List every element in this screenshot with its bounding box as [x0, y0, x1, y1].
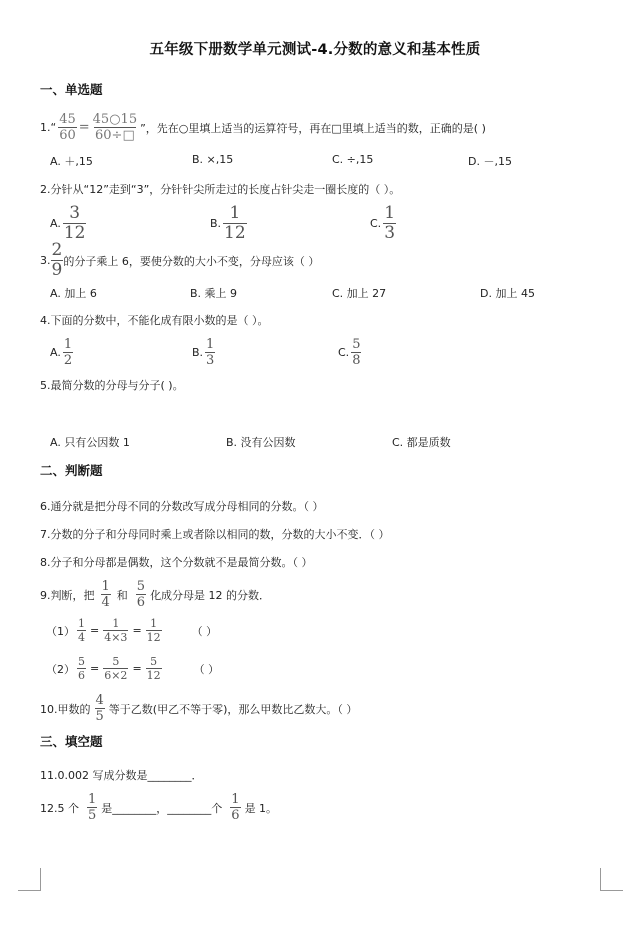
numerator: 5: [352, 337, 361, 352]
fraction: [146, 656, 162, 681]
numerator: 1: [112, 617, 120, 630]
question-3-number: 3.: [40, 254, 51, 267]
numerator: 3: [69, 203, 81, 223]
numerator: 4: [95, 693, 104, 708]
option-b[interactable]: B. ×,15: [192, 153, 234, 166]
fraction: [77, 656, 86, 681]
fraction: [103, 618, 128, 643]
fraction: [101, 580, 111, 609]
numerator: 5: [150, 655, 158, 668]
fraction: [146, 618, 162, 643]
numerator: 45○15: [92, 112, 138, 127]
question-9-part-2: [46, 656, 219, 681]
fraction: [223, 205, 247, 242]
numerator: 1: [63, 337, 73, 352]
equals-sign: =: [132, 662, 142, 675]
fraction: [205, 338, 215, 367]
option-label: B.: [192, 346, 204, 359]
numerator: 1: [78, 617, 85, 630]
denominator: 6×2: [104, 669, 128, 682]
question-9-part-1: [46, 618, 217, 643]
question-1-text: ”，先在○里填上适当的运算符号，再在□里填上适当的数，正确的是( ): [140, 121, 486, 135]
fraction: [103, 656, 128, 681]
question-12-middle: 是________，________个: [101, 801, 223, 815]
option-a[interactable]: A. 加上 6: [50, 287, 97, 300]
option-label: A.: [50, 217, 61, 230]
denominator: 6: [78, 669, 85, 682]
option-a[interactable]: A. ＋,15: [50, 155, 93, 168]
section-heading-true-false: 二、判断题: [40, 463, 103, 478]
option-d[interactable]: D. 加上 45: [480, 287, 535, 300]
option-a[interactable]: [50, 338, 75, 367]
question-9-and: 和: [116, 588, 128, 602]
denominator: 4: [78, 631, 85, 644]
denominator: 5: [95, 709, 104, 724]
option-c[interactable]: C. 都是质数: [392, 436, 451, 449]
denominator: 12: [146, 669, 161, 682]
question-8: 8.分子和分母都是偶数，这个分数就不是最简分数。（ ）: [40, 556, 313, 569]
numerator: 1: [229, 203, 241, 223]
question-5: 5.最简分数的分母与分子( )。: [40, 379, 184, 392]
option-c[interactable]: [370, 205, 398, 242]
fraction: [95, 694, 105, 723]
fraction: [136, 580, 146, 609]
fraction: [63, 205, 87, 242]
option-c[interactable]: [338, 338, 363, 367]
denominator: 60: [59, 128, 76, 143]
question-7: 7.分数的分子和分母同时乘上或者除以相同的数，分数的大小不变．（ ）: [40, 528, 390, 541]
question-4: 4.下面的分数中，不能化成有限小数的是（ ）。: [40, 314, 269, 327]
equals-sign: =: [90, 624, 100, 637]
fraction: [87, 793, 97, 822]
question-3-text: 的分子乘上 6，要使分数的大小不变，分母应该（ ）: [63, 254, 320, 268]
fraction: [351, 338, 361, 367]
fraction: [77, 618, 86, 643]
denominator: 60÷□: [95, 128, 135, 143]
numerator: 1: [231, 792, 240, 807]
answer-blank[interactable]: （ ）: [191, 624, 218, 638]
section-heading-single-choice: 一、单选题: [40, 82, 103, 97]
question-1-number: 1.“: [40, 121, 57, 134]
numerator: 1: [88, 792, 97, 807]
option-d[interactable]: D. －,15: [468, 155, 512, 168]
option-a[interactable]: [50, 205, 88, 242]
option-label: C.: [370, 217, 382, 230]
question-12: [40, 793, 277, 822]
question-9-suffix: 化成分母是 12 的分数．: [150, 588, 271, 602]
denominator: 9: [51, 260, 63, 280]
fraction: [63, 338, 73, 367]
question-9-prefix: 9.判断，把: [40, 588, 95, 602]
question-6: 6.通分就是把分母不同的分数改写成分母相同的分数。（ ）: [40, 500, 324, 513]
question-3: [40, 242, 319, 279]
question-10-prefix: 10.甲数的: [40, 702, 91, 716]
numerator: 5: [112, 655, 120, 668]
numerator: 1: [384, 203, 396, 223]
question-10: [40, 694, 357, 723]
question-9: [40, 580, 270, 609]
option-label: C.: [338, 346, 350, 359]
question-12-suffix: 是 1。: [244, 801, 278, 815]
part-label: （1）: [46, 624, 75, 638]
page-corner-mark-right: [600, 868, 623, 891]
question-1: [40, 113, 486, 142]
answer-blank[interactable]: （ ）: [193, 662, 220, 676]
option-b[interactable]: [192, 338, 217, 367]
denominator: 6: [136, 595, 146, 610]
option-b[interactable]: [210, 205, 249, 242]
fraction: [230, 793, 240, 822]
denominator: 12: [146, 631, 161, 644]
denominator: 8: [352, 353, 361, 368]
numerator: 1: [101, 579, 110, 594]
question-12-prefix: 12.5 个: [40, 801, 79, 815]
option-b[interactable]: B. 乘上 9: [190, 287, 238, 300]
denominator: 6: [231, 808, 240, 823]
section-heading-fill-in: 三、填空题: [40, 734, 103, 749]
question-2: 2.分针从“12”走到“3”，分针针尖所走过的长度占针尖走一圈长度的（ ）。: [40, 183, 401, 196]
fraction: [51, 242, 64, 279]
option-c[interactable]: C. ÷,15: [332, 153, 374, 166]
denominator: 3: [206, 353, 215, 368]
option-b[interactable]: B. 没有公因数: [226, 436, 296, 449]
option-label: B.: [210, 217, 222, 230]
equals-sign: =: [90, 662, 100, 675]
numerator: 1: [206, 337, 215, 352]
numerator: 5: [136, 579, 146, 594]
page-corner-mark-left: [18, 868, 41, 891]
equals-sign: =: [132, 624, 142, 637]
option-a[interactable]: A. 只有公因数 1: [50, 436, 130, 449]
denominator: 12: [224, 223, 246, 243]
denominator: 4: [101, 595, 110, 610]
denominator: 2: [63, 353, 73, 368]
option-label: A.: [50, 346, 61, 359]
fraction: [383, 205, 396, 242]
denominator: 12: [63, 223, 86, 243]
equals-sign: =: [78, 120, 90, 135]
question-11: 11.0.002 写成分数是________．: [40, 769, 203, 782]
denominator: 4×3: [104, 631, 128, 644]
fraction: [92, 113, 138, 142]
numerator: 45: [59, 112, 76, 127]
part-label: （2）: [46, 662, 75, 676]
denominator: 3: [384, 223, 396, 243]
option-c[interactable]: C. 加上 27: [332, 287, 387, 300]
denominator: 5: [88, 808, 97, 823]
numerator: 2: [51, 240, 63, 260]
numerator: 1: [150, 617, 158, 630]
fraction: [58, 113, 77, 142]
page-title: 五年级下册数学单元测试-4.分数的意义和基本性质: [149, 42, 481, 58]
question-10-suffix: 等于乙数(甲乙不等于零)，那么甲数比乙数大。（ ）: [108, 702, 358, 716]
numerator: 5: [78, 655, 85, 668]
